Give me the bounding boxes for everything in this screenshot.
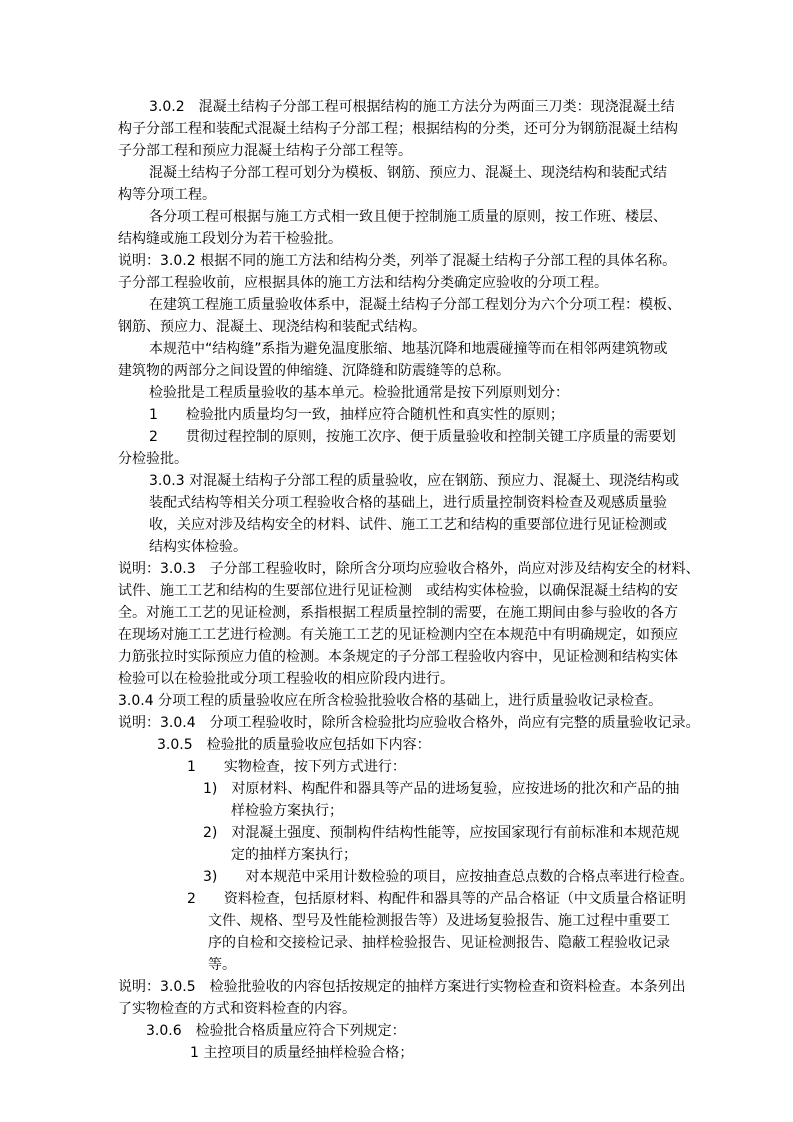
text-line: 3.0.3 对混凝土结构子分部工程的质量验收，应在钢筋、预应力、混凝土、现浇结构或 [149,473,680,489]
text-line: 检验批是工程质量验收的基本单元。检验批通常是按下列原则划分： [149,385,569,401]
text-line: 结构缝或施工段划分为若干检验批。 [118,231,342,247]
text-line: 3.0.6 检验批合格质量应符合下列规定： [146,1023,406,1039]
text-line: 分检验批。 [118,451,188,467]
text-line: 2 贯彻过程控制的原则，按施工次序、便于质量验收和控制关键工序质量的需要划 [149,429,676,445]
text-line: 了实物检查的方式和资料检查的内容。 [118,1001,356,1017]
text-line: 各分项工程可根据与施工方式相一致且便于控制施工质量的原则，按工作班、楼层、 [149,209,667,225]
text-line: 等。 [208,957,236,973]
text-line: 3) 对本规范中采用计数检验的项目，应按抽查总点数的合格点率进行检查。 [203,869,694,885]
text-line: 说明：3.0.2 根据不同的施工方法和结构分类，列举了混凝土结构子分部工程的具体名称。 [118,253,677,269]
text-line: 说明：3.0.4 分项工程验收时，除所含检验批均应验收合格外，尚应有完整的质量验收记录。 [118,715,700,731]
text-line: 钢筋、预应力、混凝土、现浇结构和装配式结构。 [118,319,426,335]
text-line: 在现场对施工工艺进行检测。有关施工工艺的见证检测内空在本规范中有明确规定，如预应 [118,627,678,643]
text-line: 1 实物检查，按下列方式进行： [187,759,406,775]
text-line: 1) 对原材料、构配件和器具等产品的进场复验，应按进场的批次和产品的抽 [203,781,680,797]
text-line: 2 资料检查，包括原材料、构配件和器具等的产品合格证（中文质量合格证明 [187,891,686,907]
text-line: 2) 对混凝土强度、预制构件结构性能等，应按国家现行有前标准和本规范规 [203,825,680,841]
text-line: 收，关应对涉及结构安全的材料、试件、施工工艺和结构的重要部位进行见证检测或 [149,517,667,533]
text-line: 在建筑工程施工质量验收体系中，混凝土结构子分部工程划分为六个分项工程：模板、 [149,297,681,313]
text-line: 定的抽样方案执行； [231,847,357,863]
text-line: 序的自检和交接检记录、抽样检验报告、见证检测报告、隐蔽工程验收记录 [208,935,670,951]
text-line: 1 主控项目的质量经抽样检验合格； [190,1045,414,1061]
text-line: 子分部工程验收前，应根据具体的施工方法和结构分类确定应验收的分项工程。 [118,275,608,291]
text-line: 构等分项工程。 [118,187,216,203]
text-line: 文件、规格、型号及性能检测报告等）及进场复验报告、施工过程中重要工 [208,913,670,929]
text-line: 混凝土结构子分部工程可划分为模板、钢筋、预应力、混凝土、现浇结构和装配式结 [149,165,667,181]
text-line: 3.0.4 分项工程的质量验收应在所含检验批验收合格的基础上，进行质量验收记录检查。 [118,693,663,709]
text-line: 建筑物的两部分之间设置的伸缩缝、沉降缝和防震缝等的总称。 [118,363,510,379]
text-line: 本规范中“结构缝”系指为避免温度胀缩、地基沉降和地震碰撞等而在相邻两建筑物或 [149,341,668,357]
text-line: 3.0.2 混凝土结构子分部工程可根据结构的施工方法分为两面三刀类：现浇混凝土结 [149,99,675,115]
text-line: 3.0.5 检验批的质量验收应包括如下内容： [157,737,431,753]
text-line: 构子分部工程和装配式混凝土结构子分部工程；根据结构的分类，还可分为钢筋混凝土结构 [118,121,678,137]
text-line: 样检验方案执行； [231,803,343,819]
text-line: 全。对施工工艺的见证检测，系指根据工程质量控制的需要，在施工期间由参与验收的各方 [118,605,678,621]
text-line: 力筋张拉时实际预应力值的检测。本条规定的子分部工程验收内容中，见证检测和结构实体 [118,649,678,665]
text-line: 检验可以在检验批或分项工程验收的相应阶段内进行。 [118,671,454,687]
text-line: 说明：3.0.3 子分部工程验收时，除所含分项均应验收合格外，尚应对涉及结构安全的材料、 [118,561,700,577]
text-line: 试件、施工工艺和结构的生要部位进行见证检测 或结构实体检验，以确保混凝土结构的安 [118,583,678,599]
text-line: 1 检验批内质量均匀一致，抽样应符合随机性和真实性的原则； [149,407,564,423]
text-line: 装配式结构等相关分项工程验收合格的基础上，进行质量控制资料检查及观感质量验 [149,495,667,511]
text-line: 结构实体检验。 [149,539,247,555]
text-line: 说明：3.0.5 检验批验收的内容包括按规定的抽样方案进行实物检查和资料检查。本条列出 [118,979,686,995]
text-line: 子分部工程和预应力混凝土结构子分部工程等。 [118,143,412,159]
